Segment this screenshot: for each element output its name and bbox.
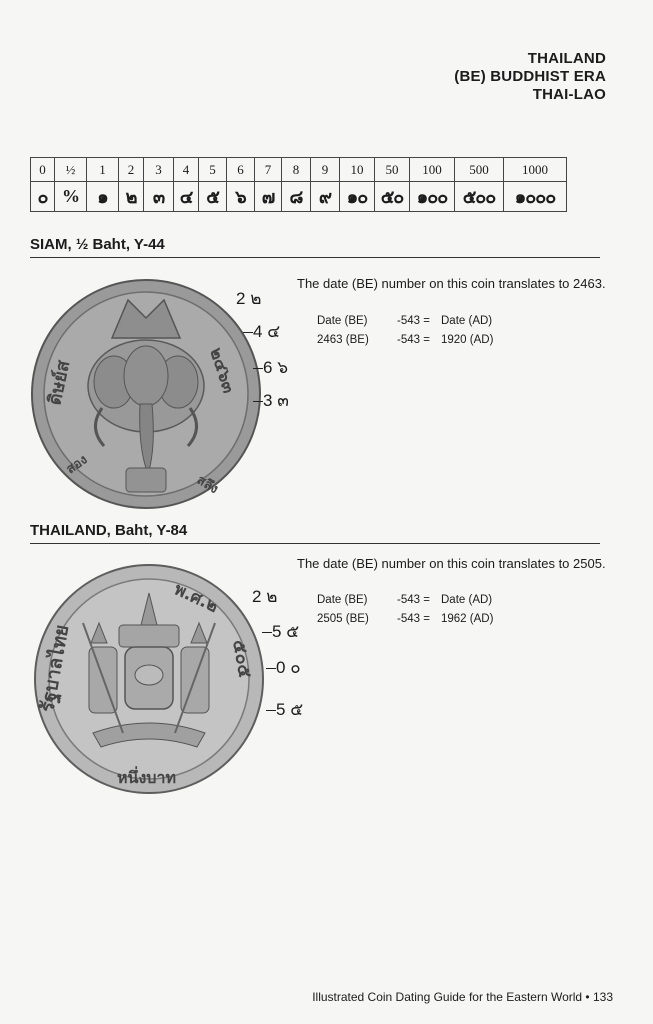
arabic-numeral: 10 [340, 158, 375, 182]
arabic-digit: 2 [236, 289, 246, 308]
arabic-numeral: 9 [311, 158, 340, 182]
callout-leader [243, 332, 253, 333]
conversion-offset: -543 = [397, 315, 430, 327]
svg-text:หนึ่งบาท: หนึ่งบาท [117, 768, 176, 787]
thai-numeral: % [55, 182, 87, 212]
one-baht-coin-image [33, 563, 265, 795]
page-footer: Illustrated Coin Dating Guide for the Eastern World • 133 [312, 990, 613, 1004]
arabic-digit: 5 [272, 622, 282, 641]
conversion-value-be: 2463 (BE) [317, 334, 369, 346]
date-digit-callout [253, 354, 288, 381]
arabic-numeral: 4 [174, 158, 199, 182]
thai-digit: ๖ [277, 358, 288, 377]
callout-leader [262, 632, 272, 633]
svg-text:๕๐๕: ๕๐๕ [228, 638, 256, 680]
date-digit-callout [266, 654, 301, 681]
coin-description: The date (BE) number on this coin translates to 2463. [297, 276, 606, 291]
arabic-numeral: 7 [255, 158, 282, 182]
conversion-result-ad: 1962 (AD) [441, 613, 494, 625]
thai-digit: ๕ [290, 700, 304, 719]
thai-numeral: ๙ [311, 182, 340, 212]
arabic-numeral: 1000 [504, 158, 567, 182]
thai-numeral: ๗ [255, 182, 282, 212]
thai-numeral: ๖ [227, 182, 255, 212]
svg-text:พ.ศ.๒: พ.ศ.๒ [170, 579, 222, 618]
conversion-offset: -543 = [397, 334, 430, 346]
conversion-label-be: Date (BE) [317, 594, 368, 606]
thai-numeral: ๔ [174, 182, 199, 212]
arabic-digit: 2 [252, 587, 262, 606]
conversion-offset: -543 = [397, 594, 430, 606]
page-header [454, 50, 606, 104]
conversion-label-ad: Date (AD) [441, 315, 493, 327]
date-digit-callout [253, 387, 289, 414]
thai-numeral: ๕๐๐ [455, 182, 504, 212]
arabic-digit: 3 [263, 391, 273, 410]
header-era: (BE) BUDDHIST ERA [454, 68, 606, 85]
arabic-digit: 6 [263, 358, 273, 377]
date-digit-callout [252, 583, 277, 610]
conversion-value-be: 2505 (BE) [317, 613, 369, 625]
arabic-digit: 0 [276, 658, 286, 677]
thai-digit: ๐ [290, 658, 301, 677]
header-script: THAI-LAO [532, 86, 606, 103]
conversion-result-ad: 1920 (AD) [441, 334, 494, 346]
thai-numeral: ๐ [31, 182, 55, 212]
thai-digit: ๔ [267, 322, 281, 341]
conversion-offset: -543 = [397, 613, 430, 625]
thai-numeral: ๕ [199, 182, 227, 212]
numeral-table [30, 157, 567, 212]
coin-description: The date (BE) number on this coin translates to 2505. [297, 556, 606, 571]
svg-text:สอง: สอง [63, 452, 91, 478]
arabic-numeral: ½ [55, 158, 87, 182]
thai-digit: ๓ [277, 391, 289, 410]
section-divider [30, 543, 600, 544]
svg-text:สลึง: สลึง [193, 472, 221, 498]
thai-numeral: ๒ [119, 182, 144, 212]
arabic-numeral: 6 [227, 158, 255, 182]
date-digit-callout [236, 285, 261, 312]
arabic-numeral: 50 [375, 158, 410, 182]
thai-digit: ๒ [266, 587, 278, 606]
arabic-digit: 5 [276, 700, 286, 719]
arabic-numeral: 0 [31, 158, 55, 182]
callout-leader [253, 368, 263, 369]
date-digit-callout [266, 696, 303, 723]
callout-leader [266, 710, 276, 711]
thai-numeral: ๘ [282, 182, 311, 212]
date-digit-callout [243, 318, 280, 345]
coin-title: SIAM, ½ Baht, Y-44 [30, 236, 165, 253]
arabic-numeral: 8 [282, 158, 311, 182]
callout-leader [253, 401, 263, 402]
thai-numeral: ๑๐ [340, 182, 375, 212]
thai-numeral: ๓ [144, 182, 174, 212]
arabic-numeral: 1 [87, 158, 119, 182]
thai-digit: ๒ [250, 289, 262, 308]
arabic-digit: 4 [253, 322, 263, 341]
conversion-label-be: Date (BE) [317, 315, 368, 327]
thai-numeral: ๑ [87, 182, 119, 212]
thai-numeral: ๑๐๐๐ [504, 182, 567, 212]
thai-numeral: ๑๐๐ [410, 182, 455, 212]
section-divider [30, 257, 600, 258]
svg-text:๒๔๖๓: ๒๔๖๓ [205, 345, 239, 396]
svg-text:ดิษย์ส: ดิษย์ส [44, 358, 75, 408]
svg-text:รัฐบาลไทย: รัฐบาลไทย [36, 623, 74, 714]
callout-leader [266, 668, 276, 669]
thai-digit: ๕ [286, 622, 300, 641]
arabic-numeral: 2 [119, 158, 144, 182]
thai-numerals-row [31, 182, 567, 212]
conversion-label-ad: Date (AD) [441, 594, 493, 606]
arabic-numeral: 100 [410, 158, 455, 182]
thai-numeral: ๕๐ [375, 182, 410, 212]
coin-title: THAILAND, Baht, Y-84 [30, 522, 188, 539]
arabic-numeral: 500 [455, 158, 504, 182]
arabic-numeral: 5 [199, 158, 227, 182]
header-country: THAILAND [527, 50, 606, 67]
arabic-numerals-row [31, 158, 567, 182]
half-baht-coin-image [30, 278, 262, 510]
arabic-numeral: 3 [144, 158, 174, 182]
date-digit-callout [262, 618, 299, 645]
